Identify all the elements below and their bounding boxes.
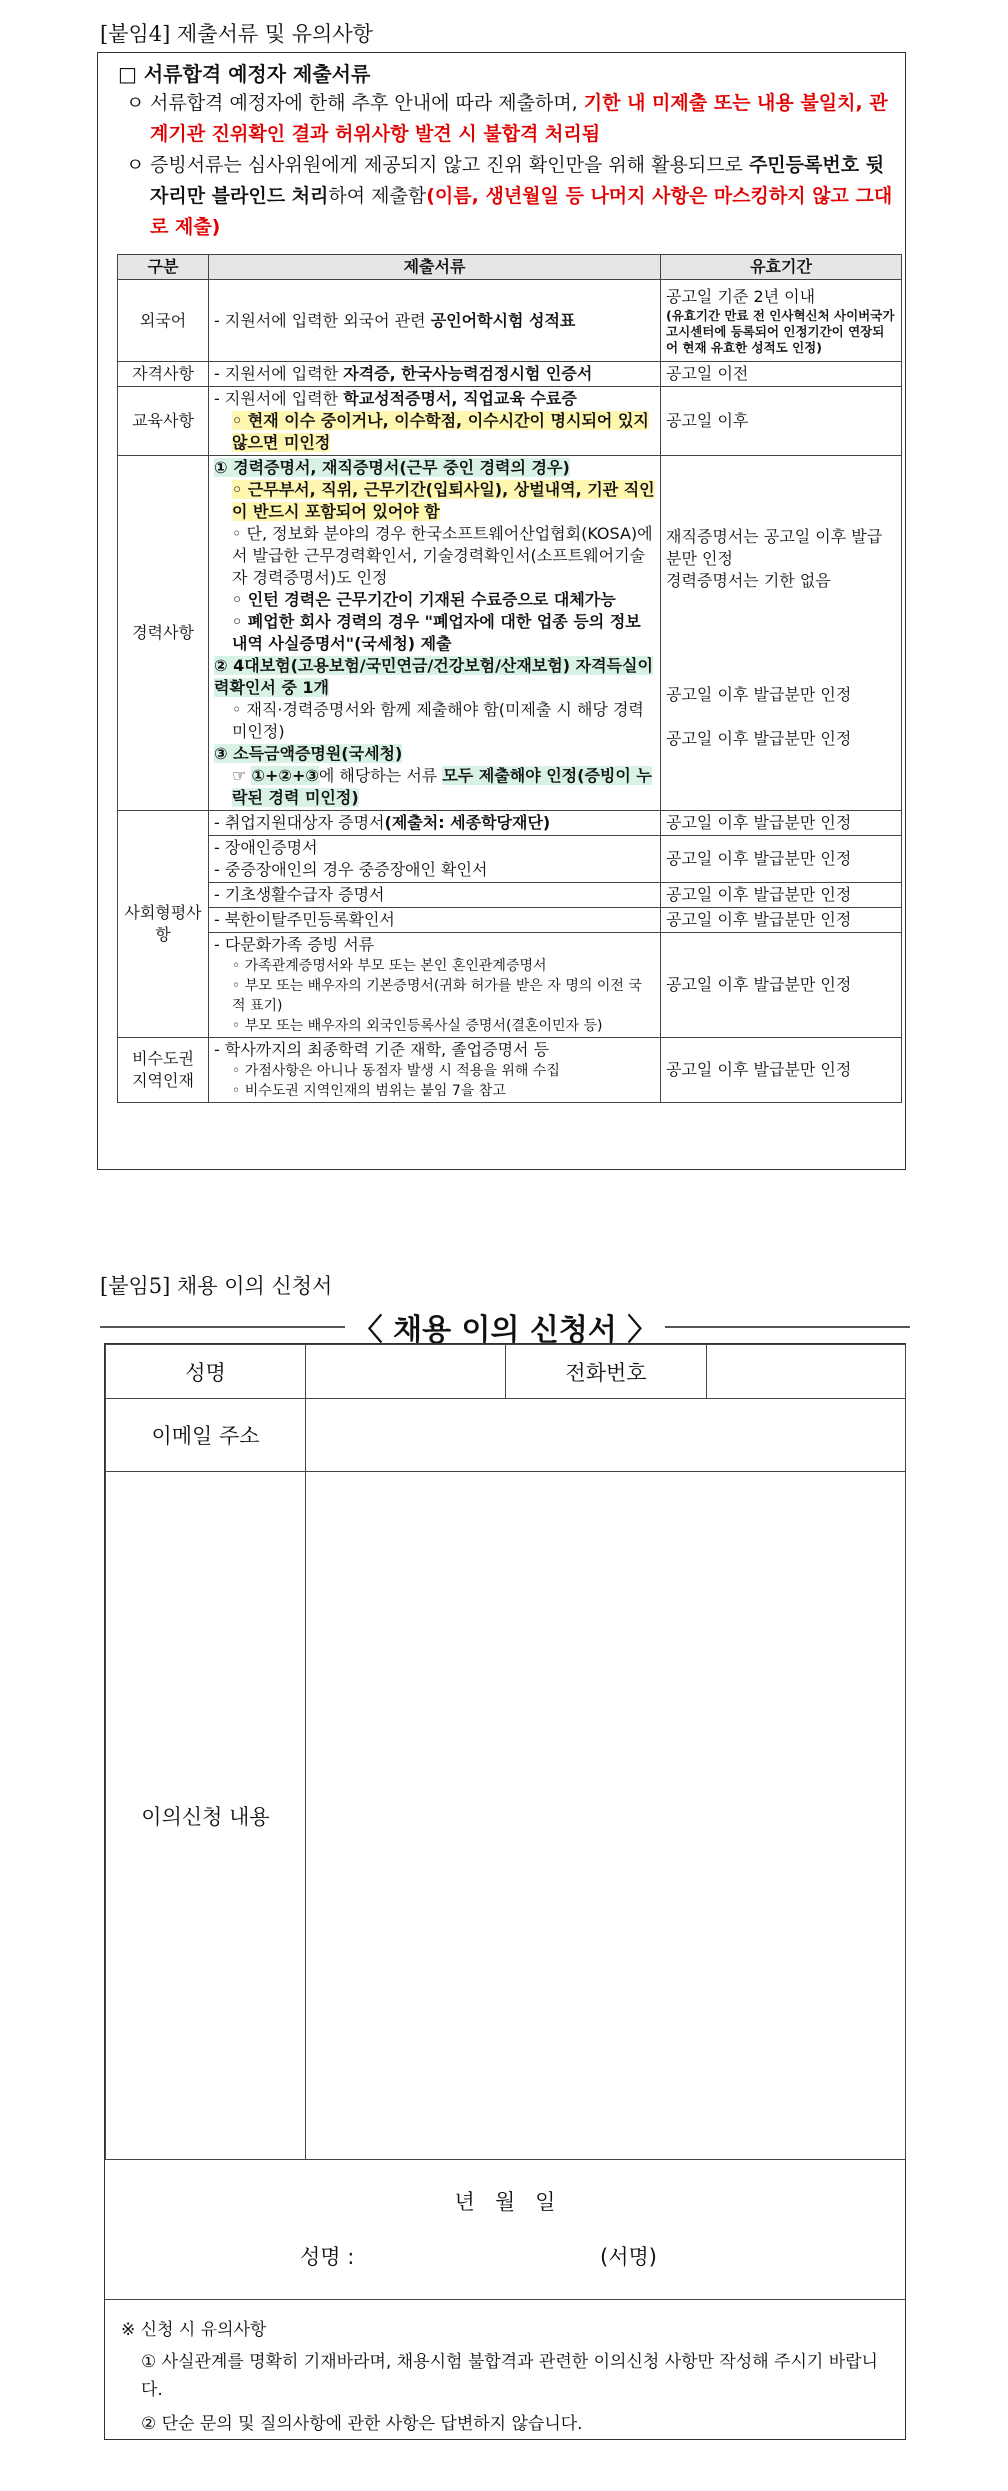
period-text: 공고일 기준 2년 이내 [666, 286, 816, 306]
doc-text: - 장애인증명서 [214, 838, 318, 857]
bullet-1-text: 서류합격 예정자에 한해 추후 안내에 따라 제출하며, [150, 92, 584, 114]
email-field[interactable] [305, 1398, 906, 1472]
doc-bold: 자격증, 한국사능력검정시험 인증서 [343, 364, 593, 383]
phone-label: 전화번호 [505, 1344, 707, 1399]
attachment5-title: [붙임5] 채용 이의 신청서 [100, 1274, 333, 1298]
bullet-marker: ㅇ [126, 154, 145, 176]
content-label: 이의신청 내용 [105, 1471, 306, 2160]
doc-text: - 취업지원대상자 증명서 [214, 813, 385, 832]
doc-text: ◦ 부모 또는 배우자의 기본증명서(귀화 허가를 받은 자 명의 이전 국적 표기) [232, 978, 642, 1014]
doc-bold: 학교성적증명서, 직업교육 수료증 [343, 389, 577, 408]
table-row [118, 883, 902, 908]
category-education: 교육사항 [118, 387, 209, 456]
email-label: 이메일 주소 [105, 1398, 306, 1472]
career-item-3: ③ 소득금액증명원(국세청) [214, 744, 403, 763]
attachment4-title: [붙임4] 제출서류 및 유의사항 [100, 22, 373, 46]
name-label: 성명 [105, 1344, 306, 1399]
table-row [118, 933, 902, 1038]
career-item-2: ② 4대보험(고용보험/국민연금/건강보험/산재보험) 자격득실이력확인서 중 1개 [214, 656, 653, 697]
table-row [118, 456, 902, 811]
period-note: (유효기간 만료 전 인사혁신처 사이버국가고시센터에 등록되어 인정기간이 연장되어 현재 유효한 성적도 인정) [666, 307, 895, 355]
period-social: 공고일 이후 발급분만 인정 [661, 883, 902, 908]
period-career [661, 456, 902, 811]
doc-social: - 기초생활수급자 증명서 [209, 883, 661, 908]
attachment4-heading: □ 서류합격 예정자 제출서류 [118, 62, 371, 86]
period-education: 공고일 이후 [661, 387, 902, 456]
pointer-icon: ☞ [232, 766, 252, 785]
doc-text: ◦ 가점사항은 아니나 동점자 발생 시 적용을 위해 수집 [232, 1063, 560, 1079]
career-note-items: ①+②+③ [251, 766, 319, 785]
period-text: 경력증명서는 기한 없음 [666, 571, 831, 590]
documents-table [117, 254, 902, 1103]
table-row [118, 811, 902, 836]
date-line: 년 월 일 [454, 2190, 556, 2214]
career-item-1: ① 경력증명서, 재직증명서(근무 중인 경력의 경우) [214, 458, 570, 477]
note-item: ② 단순 문의 및 질의사항에 관한 사항은 답변하지 않습니다. [141, 2414, 583, 2434]
career-item-1-sub: ◦ 단, 정보화 분야의 경우 한국소프트웨어산업협회(KOSA)에서 발급한 근무경력확인서, 기술경력확인서(소프트웨어기술자 경력증명서)도 인정 [232, 524, 653, 587]
period-text: 공고일 이후 발급분만 인정 [666, 685, 852, 704]
period-social: 공고일 이후 발급분만 인정 [661, 933, 902, 1038]
career-note-text: 에 해당하는 서류 [318, 766, 443, 785]
category-social: 사회형평사항 [118, 811, 209, 1038]
table-header-row [118, 255, 902, 280]
doc-text: - 지원서에 입력한 [214, 389, 344, 408]
bullet-2-text-b: 하여 제출함 [328, 185, 427, 207]
career-item-1-sub: ◦ 폐업한 회사 경력의 경우 "폐업자에 대한 업종 등의 정보내역 사실증명서"(국세청) 제출 [232, 612, 641, 653]
bullet-1-warning: 기한 내 미제출 또는 내용 불일치, 관계기관 진위확인 결과 허위사항 발견 시 불합격 처리됨 [150, 92, 888, 145]
period-social: 공고일 이후 발급분만 인정 [661, 908, 902, 933]
career-item-1-sub: ◦ 근무부서, 직위, 근무기간(입퇴사일), 상벌내역, 기관 직인이 반드시 포함되어 있어야 함 [232, 480, 655, 521]
table-row [118, 280, 902, 362]
doc-text: ◦ 비수도권 지역인재의 범위는 붙임 7을 참고 [232, 1083, 506, 1099]
signature-name-label: 성명 : [300, 2245, 355, 2269]
doc-region [209, 1038, 661, 1103]
doc-text: - 다문화가족 증빙 서류 [214, 935, 375, 954]
bullet-2 [126, 150, 898, 243]
divider [105, 2299, 905, 2300]
career-note-bold: 모두 제출해야 인정(증빙이 누락된 경력 미인정) [232, 766, 652, 807]
table-row [118, 1038, 902, 1103]
doc-education [209, 387, 661, 456]
period-social: 공고일 이후 발급분만 인정 [661, 811, 902, 836]
doc-bold: (제출처: 세종학당재단) [384, 813, 551, 832]
notes-title: ※ 신청 시 유의사항 [121, 2320, 267, 2340]
career-item-2-sub: ◦ 재직·경력증명서와 함께 제출해야 함(미제출 시 해당 경력 미인정) [232, 700, 644, 741]
bullet-marker: ㅇ [126, 92, 145, 114]
note-item: ① 사실관계를 명확히 기재바라며, 채용시험 불합격과 관련한 이의신청 사항만 작성해 주시기 바랍니다. [141, 2352, 878, 2400]
doc-social [209, 933, 661, 1038]
doc-text: ◦ 가족관계증명서와 부모 또는 본인 혼인관계증명서 [232, 958, 547, 974]
doc-text: - 지원서에 입력한 [214, 364, 344, 383]
content-field[interactable] [305, 1471, 906, 2160]
bullet-1 [126, 88, 898, 150]
doc-license [209, 362, 661, 387]
header-category: 구분 [118, 255, 209, 280]
header-documents: 제출서류 [209, 255, 661, 280]
period-text: 공고일 이후 발급분만 인정 [666, 729, 852, 748]
doc-text: - 지원서에 입력한 외국어 관련 [214, 310, 431, 330]
doc-highlight: ◦ 현재 이수 중이거나, 이수학점, 이수시간이 명시되어 있지 않으면 미인정 [232, 411, 649, 452]
doc-bold: 공인어학시험 성적표 [430, 310, 576, 330]
category-region: 비수도권 지역인재 [118, 1038, 209, 1103]
doc-career [209, 456, 661, 811]
doc-text: - 중증장애인의 경우 중증장애인 확인서 [214, 860, 488, 879]
objection-form [104, 1343, 906, 2440]
period-text: 재직증명서는 공고일 이후 발급분만 인정 [666, 527, 883, 568]
notes-section [121, 2316, 891, 2438]
doc-foreign [209, 280, 661, 362]
period-social: 공고일 이후 발급분만 인정 [661, 836, 902, 883]
bullet-2-warning: (이름, 생년월일 등 나머지 사항은 마스킹하지 않고 그대로 제출) [150, 185, 893, 238]
table-row [118, 908, 902, 933]
category-career: 경력사항 [118, 456, 209, 811]
phone-field[interactable] [706, 1344, 906, 1399]
career-item-1-sub: ◦ 인턴 경력은 근무기간이 기재된 수료증으로 대체가능 [232, 590, 616, 609]
period-foreign [661, 280, 902, 362]
name-field[interactable] [305, 1344, 506, 1399]
period-region: 공고일 이후 발급분만 인정 [661, 1038, 902, 1103]
table-row [118, 387, 902, 456]
doc-social [209, 836, 661, 883]
form-title-text: 〈 채용 이의 신청서 〉 [345, 1313, 666, 1348]
signature-mark: (서명) [600, 2245, 657, 2269]
doc-social: - 북한이탈주민등록확인서 [209, 908, 661, 933]
category-foreign: 외국어 [118, 280, 209, 362]
bullet-2-text: 증빙서류는 심사위원에게 제공되지 않고 진위 확인만을 위해 활용되므로 [150, 154, 749, 176]
table-row [118, 362, 902, 387]
doc-text: - 학사까지의 최종학력 기준 재학, 졸업증명서 등 [214, 1040, 550, 1059]
table-row [118, 836, 902, 883]
period-license: 공고일 이전 [661, 362, 902, 387]
doc-social [209, 811, 661, 836]
doc-text: ◦ 부모 또는 배우자의 외국인등록사실 증명서(결혼이민자 등) [232, 1018, 603, 1034]
header-period: 유효기간 [661, 255, 902, 280]
category-license: 자격사항 [118, 362, 209, 387]
bullet-2-bold: 주민등록번호 뒷자리만 블라인드 처리 [150, 154, 885, 207]
